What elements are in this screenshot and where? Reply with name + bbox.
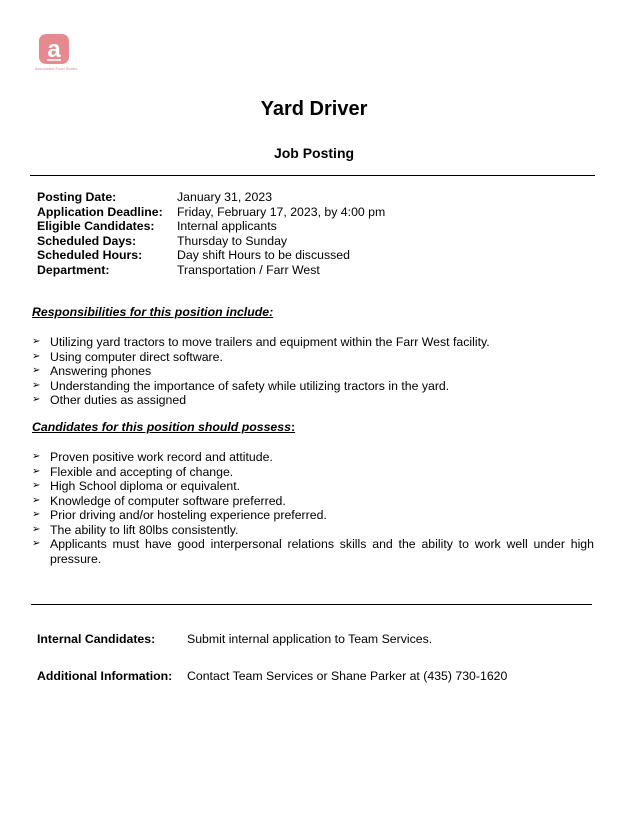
footer-divider	[31, 604, 592, 605]
arrow-bullet-icon: ➢	[32, 365, 41, 376]
list-item-text: Answering phones	[50, 364, 152, 378]
list-item	[32, 364, 594, 379]
responsibilities-list	[32, 335, 594, 408]
qualifications-list	[32, 450, 594, 566]
qualifications-heading	[32, 420, 295, 434]
arrow-bullet-icon: ➢	[32, 480, 41, 491]
detail-value: Transportation / Farr West	[177, 262, 320, 277]
qualifications-heading-colon: :	[290, 420, 296, 434]
list-item-text: Flexible and accepting of change.	[50, 464, 234, 479]
list-item	[32, 350, 594, 365]
arrow-bullet-icon: ➢	[32, 336, 41, 347]
list-item-text: Other duties as assigned	[50, 393, 187, 407]
list-item	[32, 450, 594, 465]
list-item-text: Understanding the importance of safety while utilizing tractors in the yard.	[50, 378, 450, 393]
detail-value: Thursday to Sunday	[177, 233, 288, 248]
svg-text:a: a	[47, 36, 61, 63]
arrow-bullet-icon: ➢	[32, 394, 41, 405]
list-item	[32, 537, 594, 566]
list-item-text: Knowledge of computer software preferred.	[50, 493, 286, 508]
list-item-text: The ability to lift 80lbs consistently.	[50, 522, 239, 537]
page-title: Yard Driver	[260, 98, 368, 120]
list-item	[32, 479, 594, 494]
arrow-bullet-icon: ➢	[32, 494, 41, 506]
list-item-text: Using computer direct software.	[50, 349, 223, 364]
qualifications-heading-text: Candidates for this position should possess	[32, 420, 291, 434]
detail-label: Scheduled Days:	[37, 233, 137, 248]
arrow-bullet-icon: ➢	[32, 538, 41, 549]
internal-candidates-value: Submit internal application to Team Services.	[187, 632, 433, 646]
list-item-text: Utilizing yard tractors to move trailers and equipment within the Farr West facility.	[50, 335, 490, 349]
responsibilities-heading: Responsibilities for this position include:	[32, 305, 274, 319]
page-subtitle: Job Posting	[273, 145, 355, 161]
logo-caption: Associated Food Stores	[34, 66, 78, 71]
detail-label: Eligible Candidates:	[37, 219, 155, 233]
associated-food-stores-logo-icon	[39, 34, 69, 64]
list-item	[32, 508, 594, 523]
arrow-bullet-icon: ➢	[32, 465, 41, 477]
detail-value: Friday, February 17, 2023, by 4:00 pm	[177, 204, 386, 219]
list-item-text: Proven positive work record and attitude.	[50, 450, 273, 464]
detail-value: Internal applicants	[177, 219, 277, 233]
arrow-bullet-icon: ➢	[32, 523, 41, 535]
arrow-bullet-icon: ➢	[32, 451, 41, 462]
arrow-bullet-icon: ➢	[32, 350, 41, 362]
list-item	[32, 494, 594, 509]
list-item	[32, 379, 594, 394]
list-item-text: High School diploma or equivalent.	[50, 479, 241, 493]
list-item	[32, 335, 594, 350]
detail-label: Scheduled Hours:	[37, 248, 143, 262]
list-item	[32, 393, 594, 408]
company-logo	[30, 34, 82, 74]
internal-candidates-label: Internal Candidates:	[37, 632, 156, 646]
header-divider	[30, 175, 595, 176]
arrow-bullet-icon: ➢	[32, 379, 41, 391]
additional-information-value: Contact Team Services or Shane Parker at (435) 730-1620	[187, 669, 508, 683]
additional-information-label: Additional Information:	[37, 669, 173, 683]
detail-value: January 31, 2023	[177, 190, 273, 204]
list-item-text: Applicants must have good interpersonal relations skills and the ability to work well under high pressure.	[50, 537, 594, 566]
list-item	[32, 523, 594, 538]
detail-label: Application Deadline:	[37, 204, 163, 219]
list-item	[32, 465, 594, 480]
detail-label: Department:	[37, 262, 110, 277]
list-item-text: Prior driving and/or hosteling experience preferred.	[50, 508, 327, 522]
arrow-bullet-icon: ➢	[32, 509, 41, 520]
detail-value: Day shift Hours to be discussed	[177, 248, 350, 262]
detail-label: Posting Date:	[37, 190, 117, 204]
